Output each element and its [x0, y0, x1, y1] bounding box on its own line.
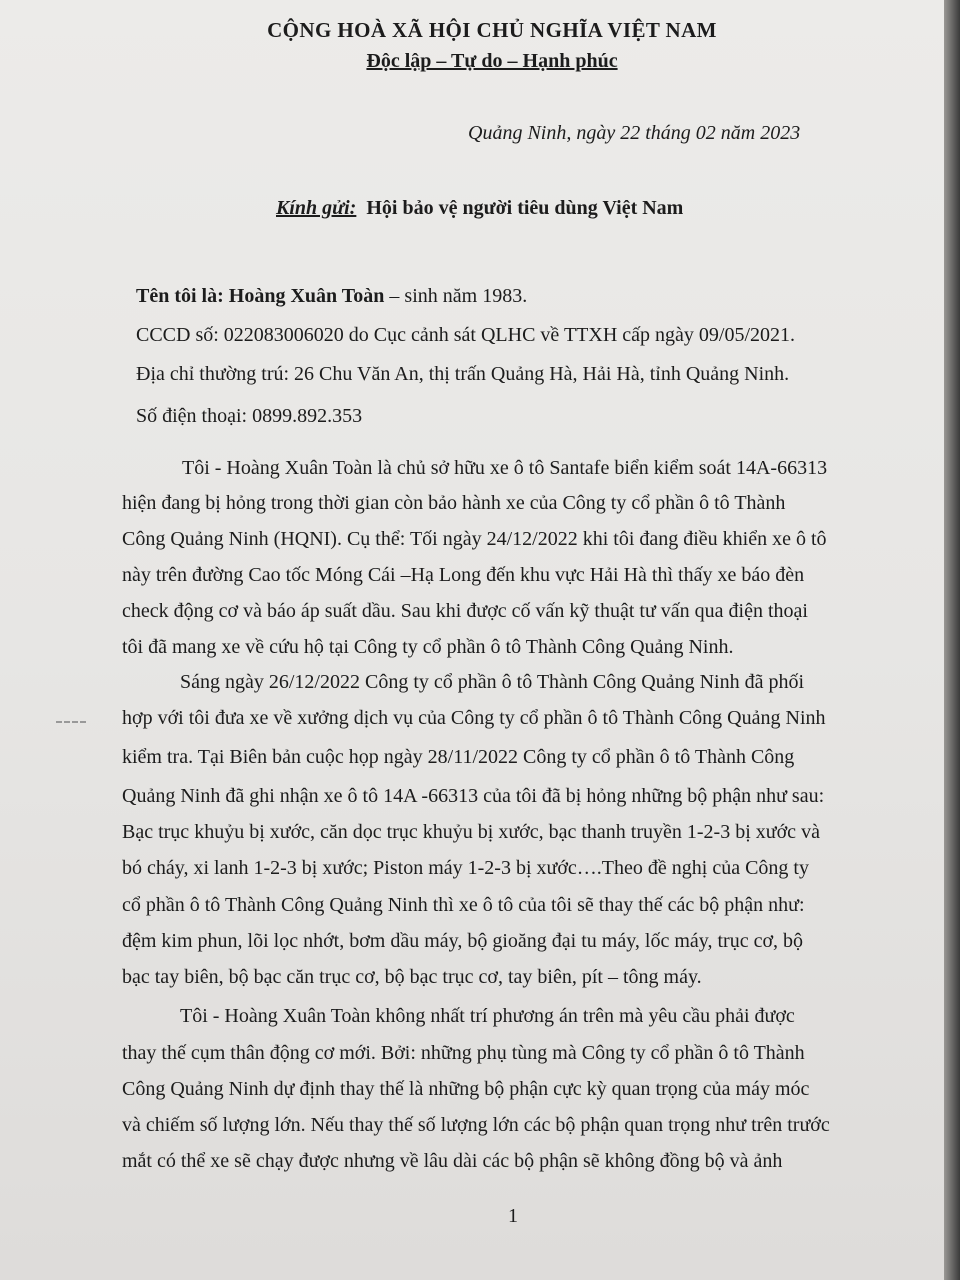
id-line: CCCD số: 022083006020 do Cục cảnh sát QLHC về TTXH cấp ngày 09/05/2021.	[136, 324, 796, 346]
body-line: check động cơ và báo áp suất dầu. Sau khi được cố vấn kỹ thuật tư vấn qua điện thoại	[122, 600, 808, 622]
page-edge-shadow	[944, 0, 960, 1280]
body-line: Tôi - Hoàng Xuân Toàn không nhất trí phương án trên mà yêu cầu phải được	[180, 1005, 795, 1027]
phone-line: Số điện thoại: 0899.892.353	[136, 405, 363, 427]
body-line: Bạc trục khuỷu bị xước, căn dọc trục khuỷu bị xước, bạc thanh truyền 1-2-3 bị xước và	[122, 821, 820, 843]
body-line: Công Quảng Ninh dự định thay thế là những bộ phận cực kỳ quan trọng của máy móc	[122, 1078, 810, 1100]
body-line: mắt có thể xe sẽ chạy được nhưng về lâu dài các bộ phận sẽ không đồng bộ và ảnh	[122, 1150, 783, 1172]
body-line: Sáng ngày 26/12/2022 Công ty cổ phần ô tô Thành Công Quảng Ninh đã phối	[180, 671, 805, 693]
body-line: Công Quảng Ninh (HQNI). Cụ thể: Tối ngày 24/12/2022 khi tôi đang điều khiển xe ô tô	[122, 528, 827, 550]
national-motto: CỘNG HOÀ XÃ HỘI CHỦ NGHĨA VIỆT NAM	[267, 18, 717, 42]
page-number: 1	[508, 1205, 518, 1227]
recipient-name: Hội bảo vệ người tiêu dùng Việt Nam	[366, 197, 684, 219]
recipient-label: Kính gửi:	[276, 197, 357, 219]
body-line: hợp với tôi đưa xe về xưởng dịch vụ của Công ty cổ phần ô tô Thành Công Quảng Ninh	[122, 707, 826, 729]
address-line: Địa chỉ thường trú: 26 Chu Văn An, thị trấn Quảng Hà, Hải Hà, tỉnh Quảng Ninh.	[136, 363, 790, 385]
body-line: và chiếm số lượng lớn. Nếu thay thế số lượng lớn các bộ phận quan trọng như trên trước	[122, 1114, 830, 1136]
margin-mark	[56, 721, 86, 723]
body-line: Quảng Ninh đã ghi nhận xe ô tô 14A -66313 của tôi đã bị hỏng những bộ phận như sau:	[122, 785, 825, 807]
body-line: bó cháy, xi lanh 1-2-3 bị xước; Piston máy 1-2-3 bị xước….Theo đề nghị của Công ty	[122, 857, 809, 879]
body-line: đệm kim phun, lõi lọc nhớt, bơm dầu máy, bộ gioăng đại tu máy, lốc máy, trục cơ, bộ	[122, 930, 804, 952]
name-label: Tên tôi là: Hoàng Xuân Toàn	[136, 285, 385, 307]
body-line: tôi đã mang xe về cứu hộ tại Công ty cổ phần ô tô Thành Công Quảng Ninh.	[122, 636, 734, 658]
body-line: này trên đường Cao tốc Móng Cái –Hạ Long đến khu vực Hải Hà thì thấy xe báo đèn	[122, 564, 805, 586]
body-line: thay thế cụm thân động cơ mới. Bởi: những phụ tùng mà Công ty cổ phần ô tô Thành	[122, 1042, 805, 1064]
date-line: Quảng Ninh, ngày 22 tháng 02 năm 2023	[468, 122, 801, 144]
body-line: cổ phần ô tô Thành Công Quảng Ninh thì xe ô tô của tôi sẽ thay thế các bộ phận như:	[122, 894, 805, 916]
motto-subtitle: Độc lập – Tự do – Hạnh phúc	[366, 50, 618, 72]
body-line: kiểm tra. Tại Biên bản cuộc họp ngày 28/11/2022 Công ty cổ phần ô tô Thành Công	[122, 746, 795, 768]
body-line: bạc tay biên, bộ bạc căn trục cơ, bộ bạc trục cơ, tay biên, pít – tông máy.	[122, 966, 702, 988]
name-line	[136, 285, 527, 308]
body-line: hiện đang bị hỏng trong thời gian còn bảo hành xe của Công ty cổ phần ô tô Thành	[122, 492, 786, 514]
name-rest: – sinh năm 1983.	[389, 285, 528, 307]
recipient-line	[276, 197, 683, 220]
body-line: Tôi - Hoàng Xuân Toàn là chủ sở hữu xe ô tô Santafe biển kiểm soát 14A-66313	[182, 457, 828, 479]
